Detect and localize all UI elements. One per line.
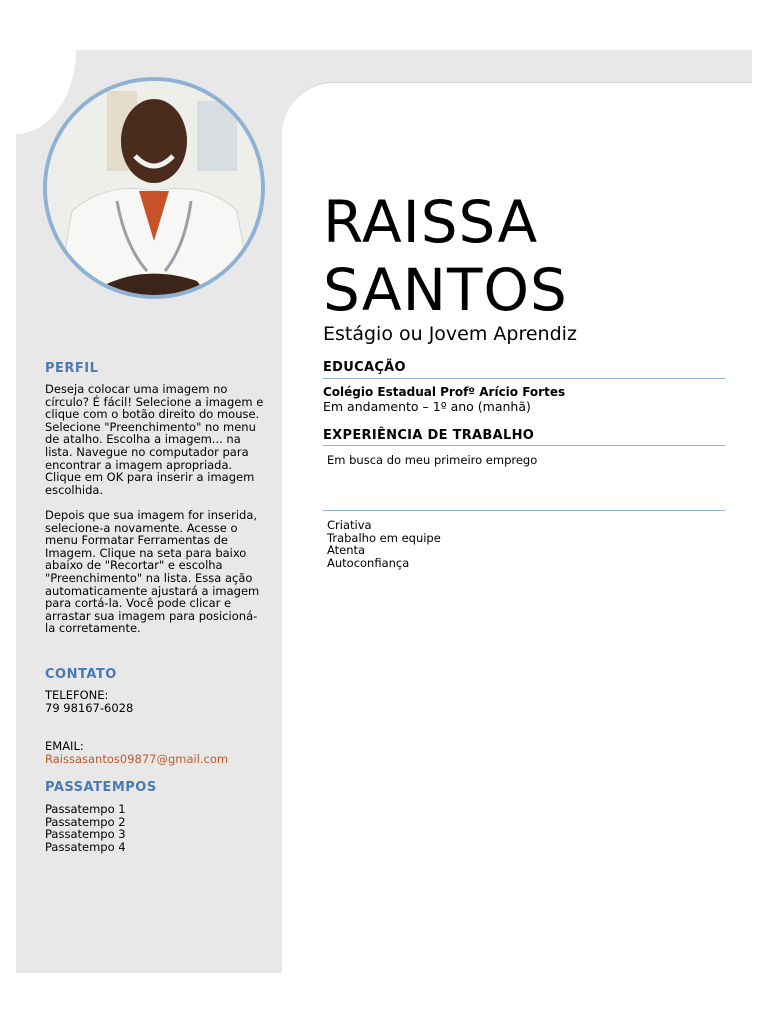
job-title: Estágio ou Jovem Aprendiz: [323, 323, 577, 345]
list-item: Passatempo 2: [45, 814, 126, 829]
perfil-paragraph-1: Deseja colocar uma imagem no círculo? É fácil! Selecione a imagem e clique com o botão direito do mouse. Selecione "Preenchimento" no menu de atalho. Escolha a imagem... na lista. Navegue no computador para encontrar a imagem apropriada. Clique em OK para inserir a imagem escolhida.: [45, 382, 264, 497]
experiencia-text: Em busca do meu primeiro emprego: [327, 453, 538, 467]
list-item: Atenta: [327, 543, 366, 558]
email-label: EMAIL:: [45, 739, 84, 753]
list-item: Passatempo 1: [45, 802, 126, 816]
perfil-paragraph-2: Depois que sua imagem for inserida, selecione-a novamente. Acesse o menu Formatar Ferramentas de Imagem. Clique na seta para baixo abaixo de "Recortar" e escolha "Preenchimento" na lista. Essa ação automaticamente ajustará a imagem para cortá-la. Você pode clicar e arrastar sua imagem para posicioná-la corretamente.: [45, 507, 260, 636]
name-last: SANTOS: [323, 256, 568, 324]
phone-label: TELEFONE:: [45, 688, 109, 702]
school-name: Colégio Estadual Profº Arício Fortes: [323, 385, 566, 399]
name-first: RAISSA: [323, 188, 539, 256]
passatempos-heading: PASSATEMPOS: [45, 780, 157, 795]
list-item: Autoconfiança: [327, 555, 410, 570]
profile-photo-image: [47, 81, 261, 295]
phone-block: [45, 689, 265, 714]
list-item: Criativa: [327, 518, 372, 532]
skills-list: [327, 519, 441, 569]
skills-divider: [323, 510, 725, 511]
educacao-divider: [323, 378, 725, 379]
list-item: Trabalho em equipe: [327, 530, 441, 545]
passatempos-list: [45, 803, 126, 853]
profile-photo[interactable]: [43, 77, 265, 299]
list-item: Passatempo 3: [45, 827, 126, 842]
contato-heading: CONTATO: [45, 667, 117, 682]
phone-number[interactable]: 79 98167-6028: [45, 700, 134, 715]
perfil-heading: PERFIL: [45, 361, 99, 376]
email-link[interactable]: Raissasantos09877@gmail.com: [45, 751, 229, 766]
list-item: Passatempo 4: [45, 839, 126, 854]
experiencia-heading: EXPERIÊNCIA DE TRABALHO: [323, 428, 535, 443]
experiencia-divider: [323, 445, 725, 446]
email-block: [45, 740, 265, 765]
perfil-text: [45, 383, 265, 635]
educacao-heading: EDUCAÇÃO: [323, 360, 406, 375]
school-status: Em andamento – 1º ano (manhã): [323, 399, 531, 414]
